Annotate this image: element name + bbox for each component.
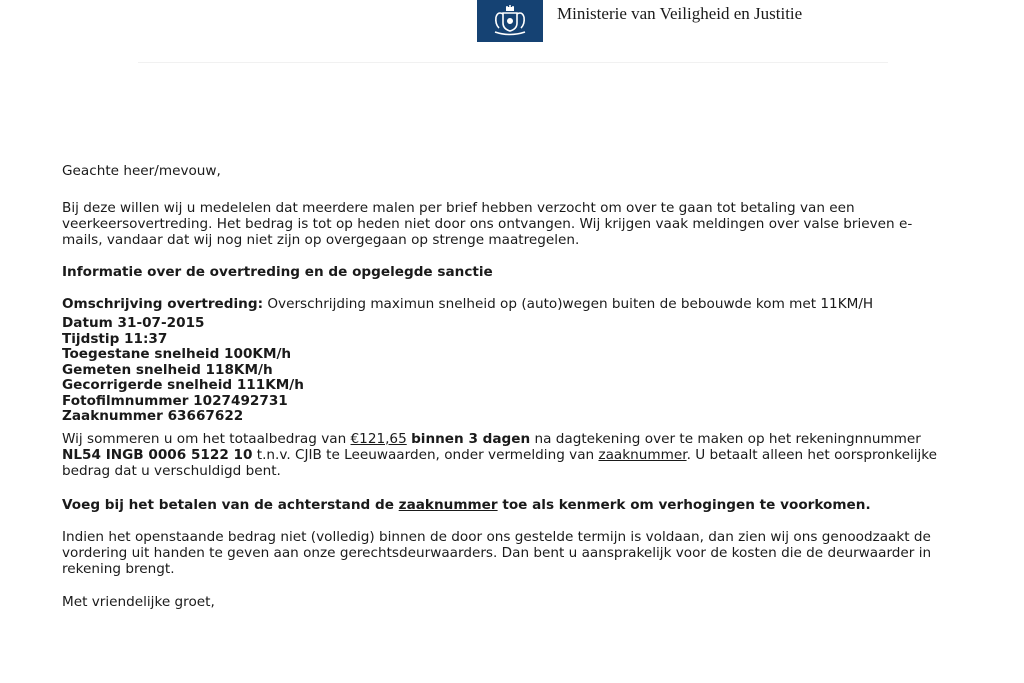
- detail-date: Datum 31-07-2015: [62, 315, 205, 331]
- ministry-name: Ministerie van Veiligheid en Justitie: [557, 4, 803, 23]
- payment-amount-link[interactable]: €121,65: [350, 430, 407, 447]
- violation-description-text: Overschrijding maximun snelheid op (auto)wegen buiten de bebouwde kom met 11KM/H: [263, 296, 874, 312]
- closing: Met vriendelijke groet,: [62, 593, 215, 610]
- reference-link[interactable]: zaaknummer: [398, 496, 498, 513]
- payment-reference-link[interactable]: zaaknummer: [598, 446, 687, 463]
- payment-deadline: binnen 3 dagen: [411, 430, 531, 447]
- detail-time: Tijdstip 11:37: [62, 330, 168, 347]
- section-title: Informatie over de overtreding en de opgelegde sanctie: [62, 264, 493, 280]
- reference-text-2: toe als kenmerk om verhogingen te voorkomen.: [497, 496, 871, 513]
- payment-text-3: na dagtekening over te maken op het rekeningnnummer: [530, 430, 921, 447]
- payment-text-5: . U betaalt alleen het oorspronkelijke bedrag dat u verschuldigd bent.: [62, 446, 938, 479]
- intro-paragraph: Bij deze willen wij u medelelen dat meerdere malen per brief hebben verzocht om over te gaan tot betaling van een veerkeersovertreding. Het bedrag is tot op heden niet door ons ontvangen. Wij krijgen vaak meldingen over valse brieven e-mails, vandaar dat wij nog niet zijn op overgegaan op strenge maatregelen.: [62, 200, 913, 248]
- payment-paragraph: [62, 431, 942, 479]
- collection-paragraph: Indien het openstaande bedrag niet (volledig) binnen de door ons gestelde termijn is voldaan, dan zien wij ons genoodzaakt de vordering uit handen te geven aan onze gerechtsdeurwaarders. Dan bent u aansprakelijk voor de kosten die de deurwaarder in rekening brengt.: [62, 528, 932, 577]
- violation-details: [62, 316, 962, 425]
- rijkswapen-icon: [487, 4, 533, 38]
- header-divider: [138, 62, 888, 63]
- detail-photo-number: Fotofilmnummer 1027492731: [62, 392, 288, 409]
- letter-body: [62, 163, 962, 610]
- detail-allowed-speed: Toegestane snelheid 100KM/h: [62, 346, 292, 362]
- reference-instruction: [62, 497, 962, 513]
- detail-measured-speed: Gemeten snelheid 118KM/h: [62, 361, 273, 378]
- detail-corrected-speed: Gecorrigerde snelheid 111KM/h: [62, 377, 304, 393]
- payment-iban: NL54 INGB 0006 5122 10: [62, 446, 253, 463]
- violation-description: [62, 296, 922, 312]
- violation-description-label: Omschrijving overtreding:: [62, 296, 264, 312]
- letter-header: [0, 0, 1024, 70]
- reference-text-1: Voeg bij het betalen van de achterstand de: [62, 496, 399, 513]
- salutation: Geachte heer/mevouw,: [62, 163, 221, 179]
- ministry-logo: [477, 0, 543, 42]
- payment-text-4: t.n.v. CJIB te Leeuwaarden, onder vermelding van: [252, 446, 599, 463]
- detail-case-number: Zaaknummer 63667622: [62, 408, 244, 424]
- payment-text-1: Wij sommeren u om het totaalbedrag van: [62, 430, 351, 447]
